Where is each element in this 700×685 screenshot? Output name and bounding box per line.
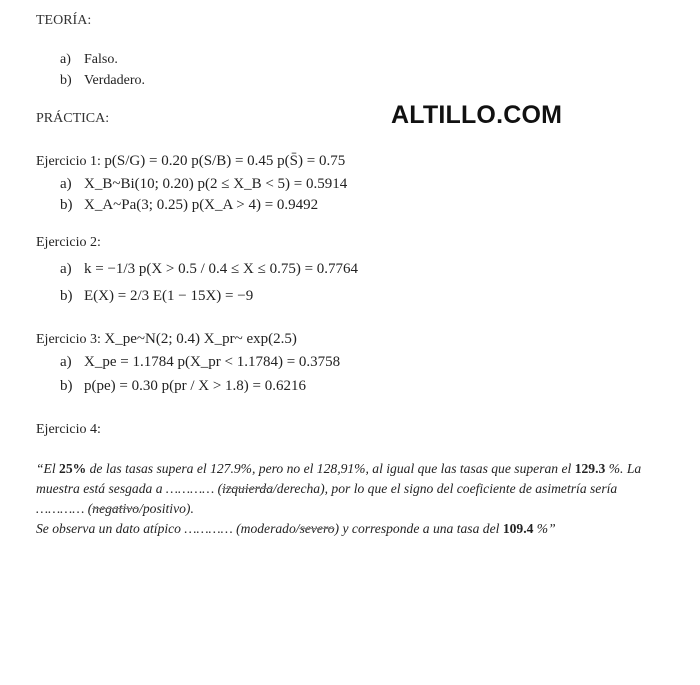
item-letter: b): [60, 73, 72, 88]
quote-text: /positivo).: [139, 501, 194, 516]
ejercicio-4-answer-quote: [36, 459, 668, 539]
item-letter: a): [60, 261, 72, 277]
quote-text: “El: [36, 461, 60, 476]
quote-selected-option: negativo: [92, 501, 140, 516]
quote-selected-option: izquierda: [222, 481, 274, 496]
item-formula: X_A~Pa(3; 0.25) p(X_A > 4) = 0.9492: [84, 197, 319, 213]
item-letter: b): [60, 378, 73, 394]
quote-text: ) y corresponde a una tasa del: [334, 521, 503, 536]
ejercicio-3-item-b: [60, 378, 306, 395]
teoria-heading: TEORÍA:: [36, 13, 92, 28]
ejercicio-1-item-b: [60, 197, 318, 214]
quote-bold-value: 129.3: [574, 461, 606, 476]
ejercicio-2-item-b: [60, 288, 253, 305]
quote-text: %”: [533, 521, 556, 536]
altillo-watermark: ALTILLO.COM: [391, 101, 563, 129]
practica-heading: PRÁCTICA:: [36, 111, 110, 126]
ejercicio-3-given: X_pe~N(2; 0.4) X_pr~ exp(2.5): [104, 331, 297, 347]
item-letter: b): [60, 197, 73, 213]
ejercicio-2-item-a: [60, 261, 358, 278]
ejercicio-1-line: [36, 153, 345, 170]
quote-bold-value: 25%: [59, 461, 87, 476]
quote-text: %. La muestra está sesgada a ………… (: [36, 461, 642, 496]
ejercicio-2-title: Ejercicio 2:: [36, 235, 101, 250]
teoria-item-b: [60, 73, 145, 89]
ejercicio-1-title: Ejercicio 1:: [36, 154, 101, 169]
quote-bold-value: 109.4: [502, 521, 534, 536]
ejercicio-3-title: Ejercicio 3:: [36, 332, 101, 347]
ejercicio-1-item-a: [60, 176, 347, 193]
ejercicio-3-item-a: [60, 354, 340, 371]
quote-selected-option: severo: [299, 521, 335, 536]
ejercicio-1-given: p(S/G) = 0.20 p(S/B) = 0.45 p(S̄) = 0.75: [104, 153, 346, 169]
quote-text: Se observa un dato atípico ………… (moderado/: [36, 521, 300, 536]
item-letter: a): [60, 52, 71, 67]
ejercicio-3-line: [36, 331, 297, 348]
quote-text: de las tasas supera el 127.9%, pero no el 128,91%, al igual que las tasas que superan el: [86, 461, 575, 476]
item-formula: X_pe = 1.1784 p(X_pr < 1.1784) = 0.3758: [84, 354, 341, 370]
ejercicio-4-title: Ejercicio 4:: [36, 422, 101, 437]
item-formula: p(pe) = 0.30 p(pr / X > 1.8) = 0.6216: [84, 378, 307, 394]
item-formula: X_B~Bi(10; 0.20) p(2 ≤ X_B < 5) = 0.5914: [84, 176, 348, 192]
item-text: Falso.: [84, 52, 118, 67]
item-letter: a): [60, 176, 72, 192]
quote-text: /derecha), por lo que el signo del coeficiente de asimetría sería ………… (: [36, 481, 618, 516]
item-text: Verdadero.: [84, 73, 146, 88]
item-letter: b): [60, 288, 73, 304]
teoria-item-a: [60, 52, 118, 68]
item-formula: E(X) = 2/3 E(1 − 15X) = −9: [84, 288, 254, 304]
item-formula: k = −1/3 p(X > 0.5 / 0.4 ≤ X ≤ 0.75) = 0.7764: [84, 261, 359, 277]
item-letter: a): [60, 354, 72, 370]
